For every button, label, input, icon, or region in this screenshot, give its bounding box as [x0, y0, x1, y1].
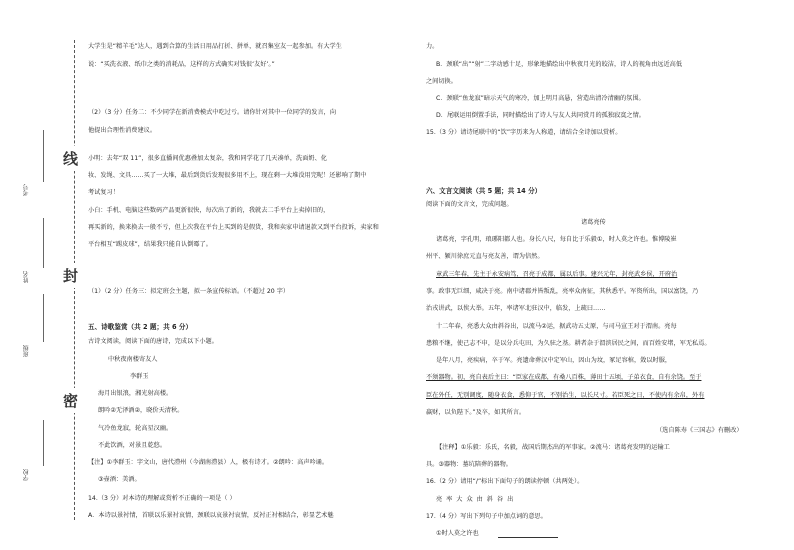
- xiaobai-line-2: 再买新的，换来换去一般不亏，但上次我在平台上买到的是假货，我和卖家申请退款又到平台投诉，卖家和: [88, 224, 379, 231]
- xiaobai-line-3: 平台相互“踢皮球”，结果我只能自认倒霉了。: [88, 241, 212, 248]
- poem-line-4: 不此饮酒，对景且乾悠。: [98, 442, 167, 449]
- task2-line-2: 他提出合理性消费建议。: [88, 127, 157, 134]
- text-note-2: 具。③器物：墓坑陪葬的器物。: [426, 461, 512, 468]
- question-17-item-1: ①时人莫之许也: [436, 530, 479, 537]
- binding-char-mi: 密: [63, 388, 78, 413]
- intro-line-2: 说：“买洗衣液、纸巾之类的消耗品，这样的方式确实对钱很‘友好’。”: [88, 61, 275, 68]
- intro-line-1: 大学生是“精羊毛”达人，遇到合算的生活日用品打折、拼单，就召集室友一起参加。有大学生: [88, 43, 342, 50]
- text-line-9: 不须器物。初，亮自表后主曰：“臣家在成都，有桑八百株，薄田十五顷，子弟衣食，自有余饶。至于: [426, 374, 702, 381]
- question-14-option-d: D．尾联运用倒置手法，同时描绘出了诗人与友人共同赏月的孤独寂寞之情。: [436, 112, 645, 119]
- task3: （1）（2 分）任务三：拟定班会主题，拟一条宣传标语。（不超过 20 字）: [88, 288, 290, 295]
- poem-line-1: 海月出银浪，湘光射高楼。: [98, 390, 173, 397]
- text-line-3: 章武三年春，先主于永安病笃，召亮于成都，属以后事。建兴元年，封亮武乡侯，开府治: [436, 271, 678, 278]
- xiaoming-line-3: 考试复习！: [88, 189, 119, 196]
- question-14-option-c: C．颈联“鱼龙寂”暗示天气的寒冷，加上明月高悬，营造出清冷清幽的氛围。: [436, 95, 645, 102]
- text-line-8: 是年八月，亮疾病，卒于军。亮遗命葬汉中定军山，因山为坟，冢足容棺，敛以时服，: [436, 357, 672, 364]
- xiaoming-line-2: 妆、发绳、文具……买了一大堆，最后到货后发现很多用不上，现在剩一大堆没用完呢！还影响了期中: [88, 172, 367, 179]
- question-14: 14.（3 分）对本诗的理解或赏析不正确的一项是（ ）: [88, 495, 236, 502]
- poem-line-2: 朗吟②无泽酒②，晓价天清秋。: [98, 407, 184, 414]
- binding-char-feng: 封: [63, 263, 78, 288]
- class-line: [43, 294, 44, 342]
- question-17: 17.（4 分）写出下列句子中加点词的意思。: [426, 513, 547, 520]
- text-line-5: 治戎讲武，以俟大举。五年，率诸军北驻汉中，临发，上疏曰……: [426, 305, 606, 312]
- name-line: [43, 218, 44, 268]
- binding-char-xian: 线: [63, 146, 78, 171]
- text-line-6: 十二年春，亮悉大众由斜谷出，以流马②运，据武功五丈原，与司马宣王对于渭南。亮每: [436, 323, 677, 330]
- section6-title: 六、文言文阅读（共 5 题；共 14 分）: [426, 187, 542, 195]
- xiaobai-line-1: 小白：手机、电脑这些数码产品更新很快，每次出了新的，我就去二手平台上卖掉旧的，: [88, 207, 330, 214]
- poem-author: 李群玉: [130, 373, 149, 380]
- poem-note-1: 【注】①李群玉：字文山，唐代澧州（今湖南澧县）人，极有诗才。②朗吟：高声吟诵。: [88, 459, 329, 466]
- text-line-4: 事。政事无巨细，咸决于亮。南中诸郡并皆叛乱，亮率众南征，其秋悉平。军资所出，国以富饶，乃: [426, 288, 699, 295]
- option-a-continued: 力。: [426, 43, 439, 50]
- label-school: 学校: [23, 469, 30, 481]
- label-name: 姓名: [23, 271, 30, 283]
- poem-note-2: ③壶酒：美酒。: [98, 476, 141, 483]
- section5-intro: 古诗文阅读，阅读下面的唐诗，完成以下小题。: [88, 338, 218, 345]
- text-title: 诸葛亮传: [581, 219, 606, 226]
- poem-title: 中秋夜南楼寄友人: [108, 356, 158, 363]
- section6-intro: 阅读下面的文言文，完成问题。: [426, 201, 513, 208]
- text-line-11: 赢财，以负陛下。”及卒，如其所言。: [426, 409, 526, 416]
- question-15: 15.（3 分）请诗尾联中的“饮”字历来为人称道，请结合全诗加以赏析。: [426, 129, 622, 136]
- task2-line-1: （2）（3 分）任务二：不少同学在新消费模式中吃过亏。请你针对其中一位同学的发言，向: [88, 109, 337, 116]
- question-16: 16.（2 分）请用“/”标出下面句子的朗读停顿（共两处）。: [426, 478, 584, 485]
- question-14-option-b-1: B．颈联“出”“射”二字动感十足，形象地描绘出中秋夜月光的皎洁，诗人的视角由远近高低: [436, 61, 683, 68]
- question-14-option-b-2: 之间切换。: [426, 78, 457, 85]
- text-line-10: 臣在外任，无别调度，随身衣食，悉仰于官，不别治生，以长尺寸。若臣死之日，不使内有余帛，外有: [426, 392, 705, 399]
- answer-blank[interactable]: [498, 537, 558, 538]
- school-line: [43, 420, 44, 466]
- text-line-2: 州平、颍川徐庶元直与亮友善，谓为信然。: [426, 253, 544, 260]
- xiaoming-line-1: 小明：去年“双 11”，很多直播间优惠叠加太复杂，我和同学花了几天凑单，洗面奶、化: [88, 155, 327, 162]
- poem-line-3: 气冷鱼龙寂，轮高星汉幽。: [98, 425, 173, 432]
- text-line-1: 诸葛亮，字孔明，琅琊阳都人也。身长八尺，每自比于乐毅①，时人莫之许也。惟博陵崔: [436, 236, 677, 243]
- exam-number-line: [43, 130, 44, 182]
- text-line-7: 患粮不继，使己志不申，是以分兵屯田，为久驻之基。耕者杂于渭滨居民之间，而百姓安堵，军无私焉。: [426, 340, 711, 347]
- label-exam-number: 考号: [23, 184, 30, 196]
- text-note-1: 【注释】①乐毅：乐氏，名毅，战国后期杰出的军事家。②流马：诸葛亮发明的运输工: [436, 444, 670, 451]
- section5-title: 五、诗歌鉴赏（共 2 题；共 6 分）: [88, 323, 193, 331]
- question-14-option-a: A．本诗以景衬情，首联以乐景衬哀情，颈联以哀景衬哀情，反衬正衬相结合，彰显艺术魅: [88, 512, 334, 519]
- label-class: 班级: [23, 345, 30, 357]
- text-source: （选自陈寿《三国志》有删改）: [656, 427, 743, 434]
- question-16-sentence: 亮 率 大 众 由 斜 谷 出: [436, 496, 515, 503]
